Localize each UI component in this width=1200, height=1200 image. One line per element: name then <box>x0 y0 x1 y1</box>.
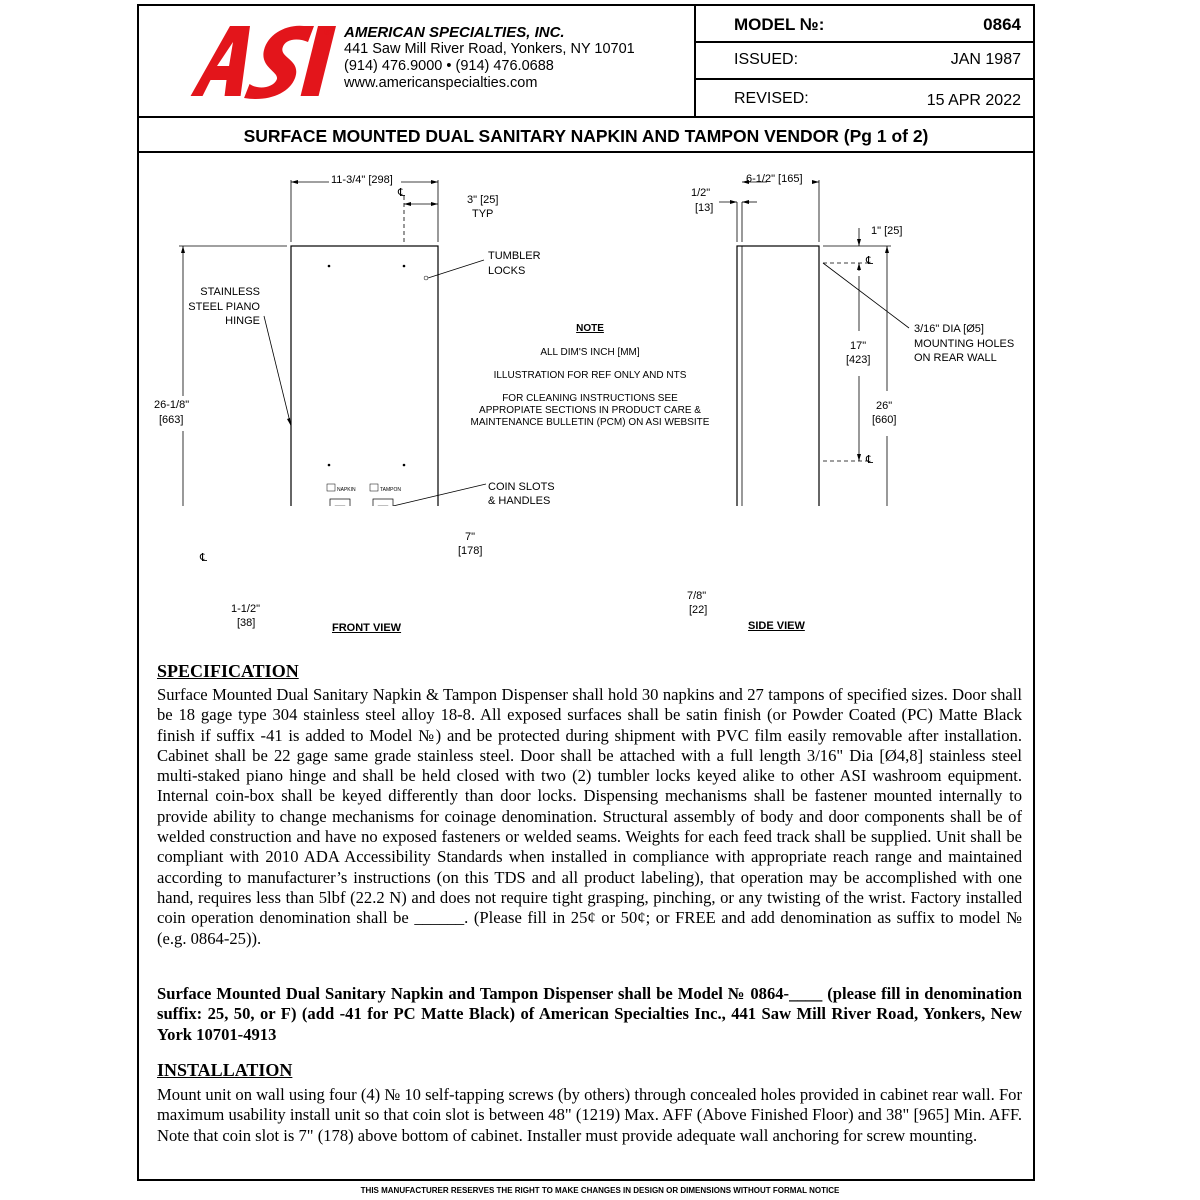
seven-dim-2: [178] <box>458 545 483 557</box>
company-phone: (914) 476.9000 • (914) 476.0688 <box>344 58 554 74</box>
tumbler-locks-label-1: TUMBLER <box>488 250 541 262</box>
note-heading: NOTE <box>576 323 604 334</box>
bottom-dim-1: 1-1/2" <box>231 603 260 615</box>
hinge-label-3: HINGE <box>225 315 260 327</box>
front-height-dim-2: [663] <box>159 414 184 426</box>
company-address: 441 Saw Mill River Road, Yonkers, NY 10701 <box>344 41 635 57</box>
note-line-3: FOR CLEANING INSTRUCTIONS SEE <box>502 393 678 404</box>
revised-label: REVISED: <box>734 90 809 107</box>
coin-slots-label-2: & HANDLES <box>488 495 551 507</box>
side-seveneighth-dim-2: [22] <box>689 604 708 616</box>
note-line-1: ALL DIM'S INCH [MM] <box>540 347 640 358</box>
front-height-dim-1: 26-1/8" <box>154 399 190 411</box>
note-line-2: ILLUSTRATION FOR REF ONLY AND NTS <box>493 370 687 381</box>
front-view-label: FRONT VIEW <box>332 622 402 634</box>
side-one-dim: 1" [25] <box>871 225 903 237</box>
hinge-label-2: STEEL PIANO <box>188 301 260 313</box>
model-value: 0864 <box>983 15 1021 34</box>
note-line-5: MAINTENANCE BULLETIN (PCM) ON ASI WEBSITE <box>470 417 710 428</box>
page-title: SURFACE MOUNTED DUAL SANITARY NAPKIN AND TAMPON VENDOR (Pg 1 of 2) <box>243 126 929 146</box>
installation-body: Mount unit on wall using four (4) № 10 self-tapping screws (by others) through concealed holes provided in cabinet rear wall. For maximum usability install unit so that coin slot is between 48" (1219) Max. AFF (Above Finished Floor) and 38" [965] Min. AFF. Note that coin slot is 7" (178) above bottom of cabinet. Installer must provide adequate wall anchoring for screw mounting. <box>157 1085 1022 1145</box>
note-line-4: APPROPIATE SECTIONS IN PRODUCT CARE & <box>479 405 701 416</box>
mounting-holes-label-3: ON REAR WALL <box>914 352 997 364</box>
twentysix-dim-1: 26" <box>876 400 893 412</box>
seven-dim-1: 7" <box>465 531 476 543</box>
specification-bold-paragraph: Surface Mounted Dual Sanitary Napkin and Tampon Dispenser shall be Model № 0864-____ (please fill in denomination suffix: 25, 50, or F) (add -41 for PC Matte Black) of American Specialties Inc., 441 Saw Mill River Road, Yonkers, New York 10701-4913 <box>157 984 1022 1044</box>
hinge-label-1: STAINLESS <box>200 286 260 298</box>
napkin-slot-label: NAPKIN <box>337 487 356 493</box>
model-label: MODEL №: <box>734 15 825 34</box>
front-centerline-top: ℄ <box>398 187 406 199</box>
drawing-lines <box>139 6 1033 506</box>
front-typ: TYP <box>472 208 494 220</box>
specification-heading: SPECIFICATION <box>157 661 299 681</box>
specification-body: Surface Mounted Dual Sanitary Napkin & Tampon Dispenser shall hold 30 napkins and 27 tampons of specified sizes. Door shall be 18 gage type 304 stainless steel alloy 18-8. All exposed surfaces shall be satin finish (or Powder Coated (PC) Matte Black finish if suffix -41 is added to Model №) and be protected during shipment with PVC film easily removable after installation. Cabinet shall be 22 gage same grade stainless steel. Door shall be attached with a full length 3/16" Dia [Ø4,8] stainless steel multi-staked piano hinge and shall be held closed with two (2) tumbler locks keyed alike to other ASI washroom equipment. Internal coin-box shall be keyed differently than door locks. Dispensing mechanisms shall be fastener mounted internally to provide ability to change mechanisms for coinage denomination. Structural assembly of body and door components shall be of welded construction and have no exposed fasteners or welded seams. Weights for each feed track shall be supplied. Unit shall be compliant with 2010 ADA Accessibility Standards when installed in compliance with appropriate reach range and maintained according to manufacturer’s instructions (on this TDS and all product labeling), that operation may be accomplished with one hand, requires less than 5lbf (22.2 N) and does not require tight grasping, pinching, or any twisting of the wrist. Factory installed coin operation denomination shall be ______. (Please fill in 25¢ or 50¢; or FREE and add denomination as suffix to model № (e.g. 0864-25)). <box>157 685 1022 948</box>
mounting-holes-label-1: 3/16" DIA [Ø5] <box>914 323 984 335</box>
side-half-dim-1: 1/2" <box>691 187 711 199</box>
side-centerline-top: ℄ <box>866 255 874 267</box>
seventeen-dim-2: [423] <box>846 354 871 366</box>
tampon-slot-label: TAMPON <box>380 487 402 493</box>
installation-heading: INSTALLATION <box>157 1060 293 1080</box>
side-centerline-bottom: ℄ <box>866 454 874 466</box>
issued-value: JAN 1987 <box>950 51 1021 68</box>
side-seveneighth-dim-1: 7/8" <box>687 590 707 602</box>
coin-slots-label-1: COIN SLOTS <box>488 481 555 493</box>
front-centerline-bottom: ℄ <box>200 552 208 564</box>
front-typ-dim: 3" [25] <box>467 194 499 206</box>
footer-notice: THIS MANUFACTURER RESERVES THE RIGHT TO MAKE CHANGES IN DESIGN OR DIMENSIONS WITHOUT FORMAL NOTICE <box>360 1186 840 1195</box>
company-website[interactable]: www.americanspecialties.com <box>344 75 538 91</box>
seventeen-dim-1: 17" <box>850 340 867 352</box>
svg-text:®: ® <box>324 27 331 37</box>
company-name: AMERICAN SPECIALTIES, INC. <box>344 24 565 41</box>
side-depth-dim: 6-1/2" [165] <box>746 173 803 185</box>
issued-label: ISSUED: <box>734 51 799 68</box>
spec-sheet <box>137 4 1035 1181</box>
front-width-dim: 11-3/4" [298] <box>331 174 393 186</box>
mounting-holes-label-2: MOUNTING HOLES <box>914 338 1015 350</box>
bottom-dim-2: [38] <box>237 617 256 629</box>
revised-value: 15 APR 2022 <box>926 92 1021 109</box>
twentysix-dim-2: [660] <box>872 414 897 426</box>
side-half-dim-2: [13] <box>695 202 714 214</box>
side-view-label: SIDE VIEW <box>748 620 805 632</box>
tumbler-locks-label-2: LOCKS <box>488 265 526 277</box>
